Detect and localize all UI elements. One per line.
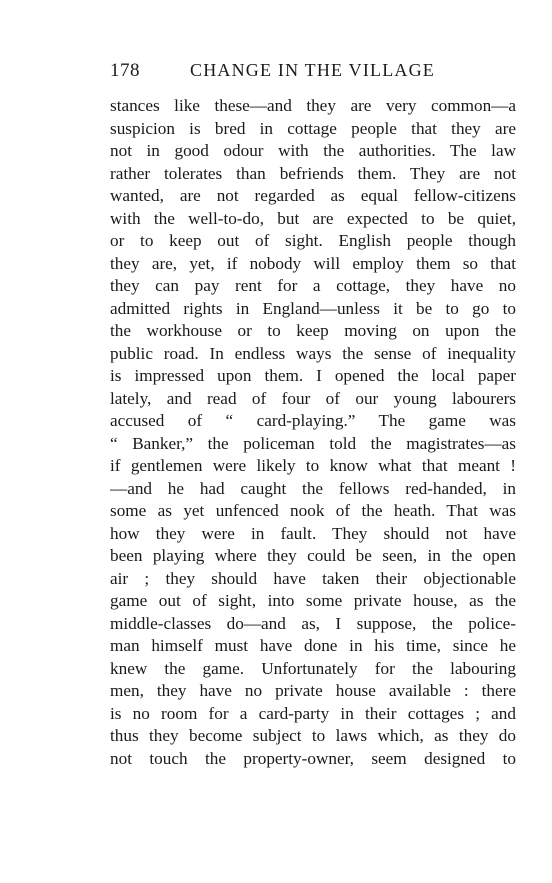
text-line: if gentlemen were likely to know what that meant ! — [110, 456, 516, 475]
body-text — [110, 95, 516, 770]
text-line: how they were in fault. They should not have — [110, 523, 516, 543]
text-line: some as yet unfenced nook of the heath. That was — [110, 501, 516, 520]
text-line: public road. In endless ways the sense of inequality — [110, 343, 516, 363]
text-line: been playing where they could be seen, in the open — [110, 546, 516, 565]
text-line: game out of sight, into some private house, as the — [110, 591, 516, 610]
text-line: men, they have no private house available : there — [110, 681, 516, 700]
text-line: or to keep out of sight. English people though — [110, 231, 516, 250]
page-header — [110, 60, 516, 88]
text-line: they can pay rent for a cottage, they have no — [110, 276, 516, 295]
page-number: 178 — [110, 60, 140, 81]
text-line: accused of “ card-playing.” The game was — [110, 411, 516, 430]
text-line: is impressed upon them. I opened the local paper — [110, 366, 516, 385]
text-line: lately, and read of four of our young labourers — [110, 388, 516, 408]
text-line: they are, yet, if nobody will employ them so that — [110, 253, 516, 273]
text-line: wanted, are not regarded as equal fellow-citizens — [110, 186, 516, 205]
text-line: thus they become subject to laws which, as they do — [110, 726, 516, 745]
text-line: man himself must have done in his time, since he — [110, 636, 516, 655]
text-line: knew the game. Unfortunately for the labouring — [110, 658, 516, 678]
running-head: CHANGE IN THE VILLAGE — [190, 60, 436, 80]
text-line: rather tolerates than befriends them. They are not — [110, 163, 516, 183]
text-line: suspicion is bred in cottage people that they are — [110, 118, 516, 138]
text-line: stances like these—and they are very common—a — [110, 96, 516, 115]
text-line: —and he had caught the fellows red-handed, in — [110, 478, 516, 498]
text-line: not touch the property-owner, seem designed to — [110, 748, 516, 768]
text-line: admitted rights in England—unless it be to go to — [110, 298, 516, 318]
text-line: with the well-to-do, but are expected to be quiet, — [110, 208, 516, 228]
text-line: the workhouse or to keep moving on upon the — [110, 321, 516, 340]
text-line: not in good odour with the authorities. The law — [110, 141, 516, 160]
text-line: middle-classes do—and as, I suppose, the police- — [110, 613, 516, 633]
text-line: “ Banker,” the policeman told the magistrates—as — [110, 433, 516, 453]
text-line: air ; they should have taken their objectionable — [110, 568, 516, 588]
text-line: is no room for a card-party in their cottages ; and — [110, 703, 516, 723]
